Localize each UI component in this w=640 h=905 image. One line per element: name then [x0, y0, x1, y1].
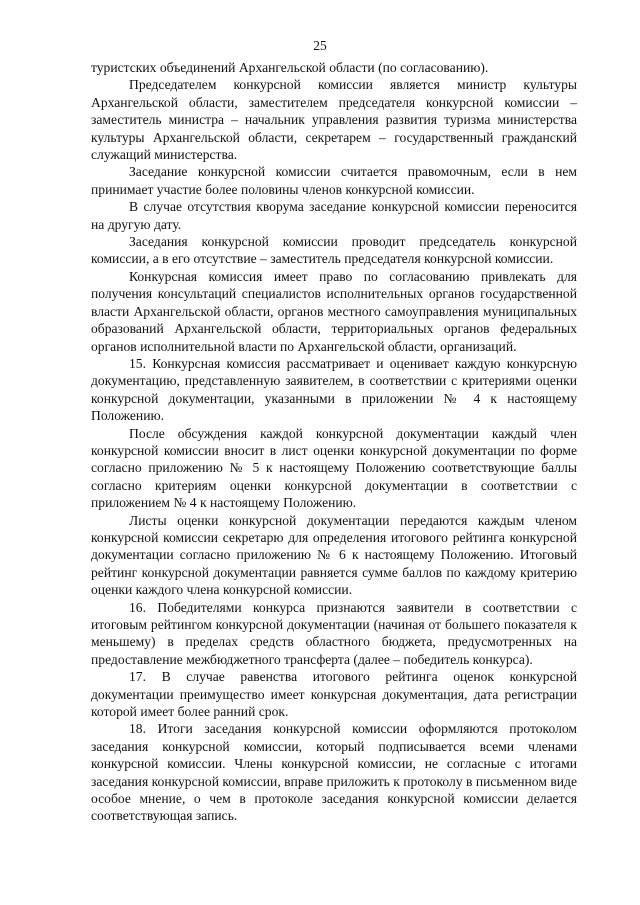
paragraph-clause-16: 16. Победителями конкурса признаются заявители в соответствии с итоговым рейтингом конкурсной документации (начиная от большего показателя к меньшему) в пределах средств областного бюджета, предусмотренных на предоставление межбюджетного трансферта (далее – победитель конкурса). [91, 599, 577, 667]
page-number: 25 [313, 38, 327, 53]
paragraph-continuation: туристских объединений Архангельской области (по согласованию). [91, 60, 489, 75]
paragraph-clause-18: 18. Итоги заседания конкурсной комиссии оформляются протоколом заседания конкурсной комиссии, который подписывается всеми членами конкурсной комиссии. Члены конкурсной комиссии, не согласные с итогами заседания конкурсной комиссии, вправе приложить к протоколу в письменном виде особое мнение, о чем в протоколе заседания конкурсной комиссии делается соответствующая запись. [91, 721, 577, 824]
paragraph-no-quorum: В случае отсутствия кворума заседание конкурсной комиссии переносится на другую дату. [91, 199, 577, 232]
paragraph-evaluation-sheet: После обсуждения каждой конкурсной документации каждый член конкурсной комиссии вносит в лист оценки конкурсной документации по форме согласно приложению № 5 к настоящему Положению соответствующие баллы согласно критериям оценки конкурсной документации в соответствии с приложением № 4 к настоящему Положению. [91, 425, 577, 511]
paragraph-quorum: Заседание конкурсной комиссии считается правомочным, если в нем принимает участие более половины членов конкурсной комиссии. [91, 164, 577, 197]
document-body [91, 59, 577, 825]
paragraph-commission-chair: Председателем конкурсной комиссии является министр культуры Архангельской области, заместителем председателя конкурсной комиссии – заместитель министра – начальник управления развития туризма министерства культуры Архангельской области, секретарем – государственный гражданский служащий министерства. [91, 77, 577, 163]
paragraph-clause-17: 17. В случае равенства итогового рейтинга оценок конкурсной документации преимущество имеет конкурсная документация, дата регистрации которой имеет более ранний срок. [91, 669, 577, 720]
paragraph-clause-15: 15. Конкурсная комиссия рассматривает и оценивает каждую конкурсную документацию, представленную заявителем, в соответствии с критериями оценки конкурсной документации, указанными в приложении № 4 к настоящему Положению. [91, 355, 577, 424]
paragraph-final-rating: Листы оценки конкурсной документации передаются каждым членом конкурсной комиссии секретарю для определения итогового рейтинга конкурсной документации согласно приложению № 6 к настоящему Положению. Итоговый рейтинг конкурсной документации равняется сумме баллов по каждому критерию оценки каждого члена конкурсной комиссии. [91, 512, 577, 598]
paragraph-meeting-chair: Заседания конкурсной комиссии проводит председатель конкурсной комиссии, а в его отсутствие – заместитель председателя конкурсной комиссии. [91, 234, 577, 267]
paragraph-consultations: Конкурсная комиссия имеет право по согласованию привлекать для получения консультаций специалистов исполнительных органов государственной власти Архангельской области, органов местного самоуправления муниципальных образований Архангельской области, территориальных органов федеральных органов исполнительной власти по Архангельской области, организаций. [91, 268, 577, 354]
